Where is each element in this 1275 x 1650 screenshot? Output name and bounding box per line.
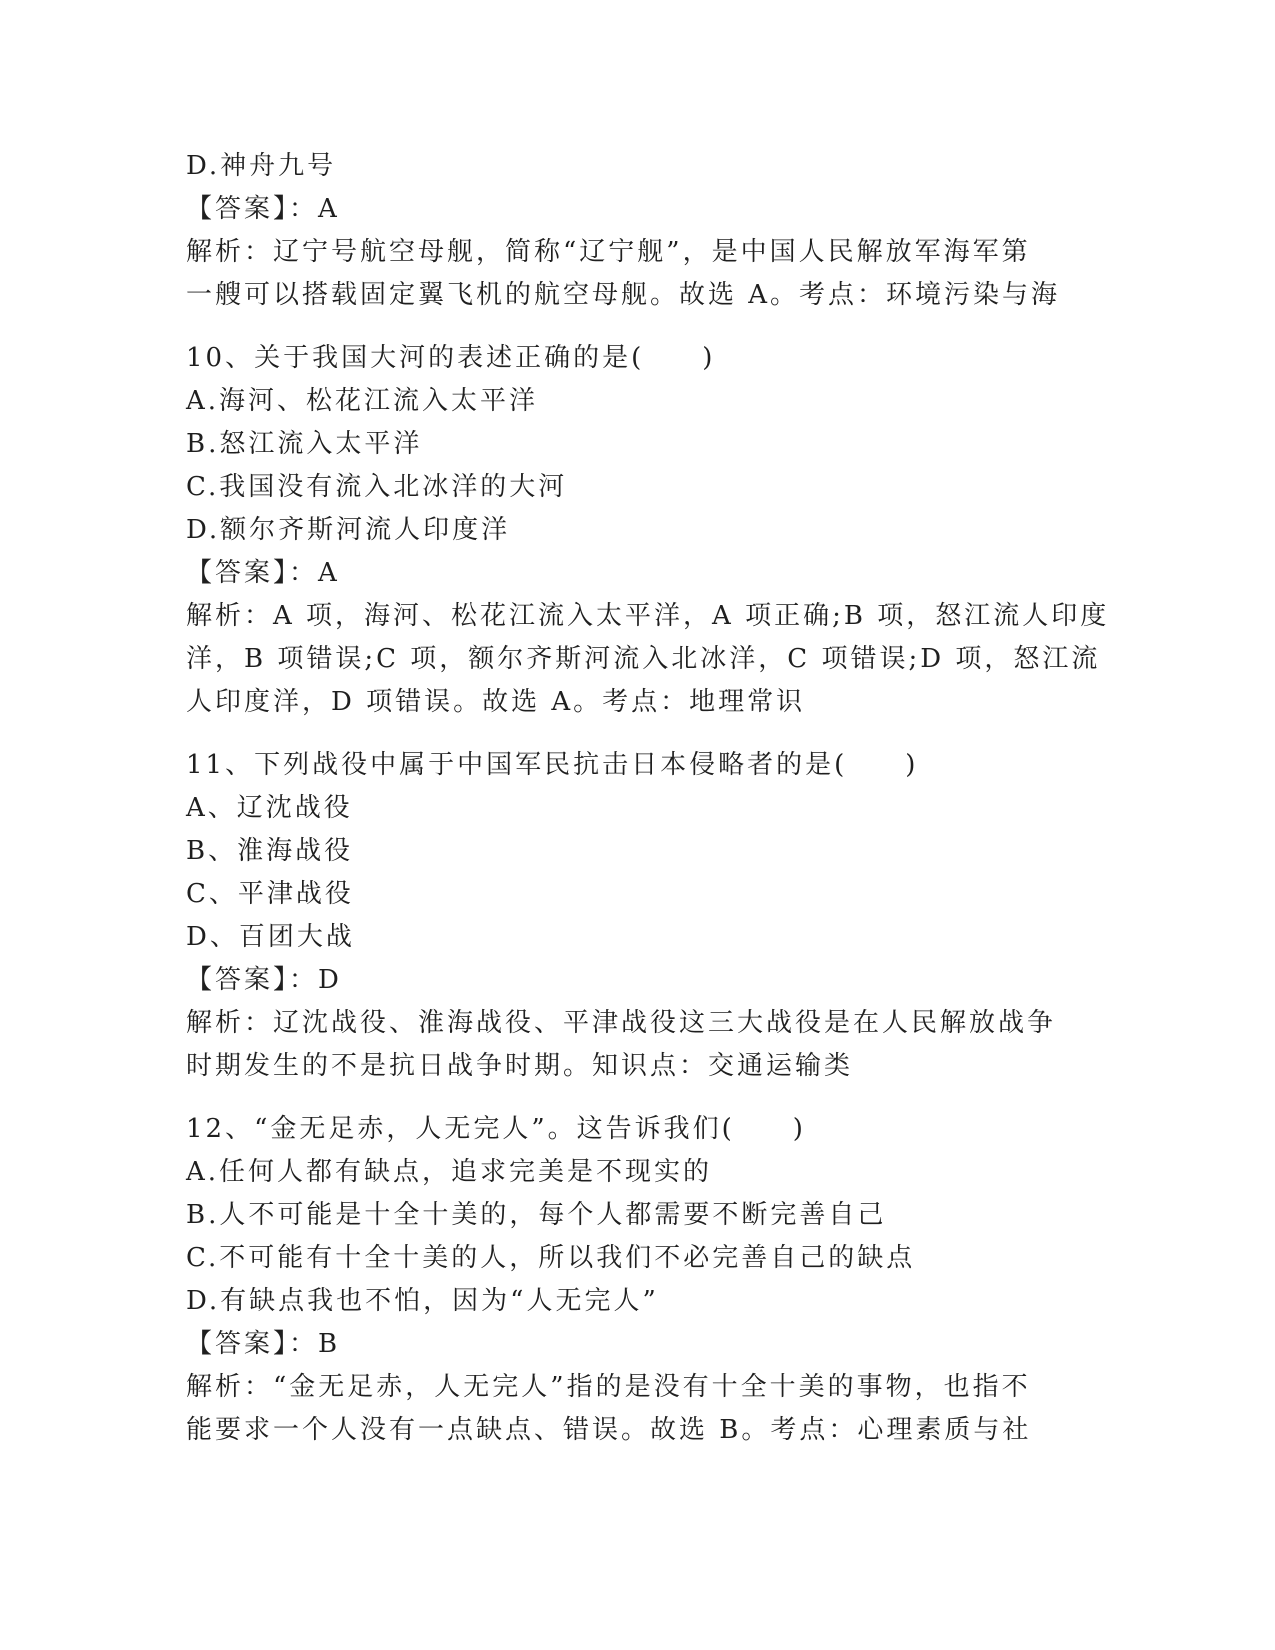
option-d: D、百团大战 xyxy=(186,922,355,952)
option-b: B.怒江流入太平洋 xyxy=(186,429,423,459)
document-page xyxy=(186,145,1110,1452)
analysis-line: 解析：辽沈战役、淮海战役、平津战役这三大战役是在人民解放战争 xyxy=(186,1008,1057,1038)
option-d: D.神舟九号 xyxy=(186,151,337,181)
question-text: 10、关于我国大河的表述正确的是( ) xyxy=(186,343,716,373)
answer-line: 【答案】：B xyxy=(186,1329,341,1359)
analysis-line: 时期发生的不是抗日战争时期。知识点：交通运输类 xyxy=(186,1051,854,1081)
analysis-line: 解析：A 项，海河、松花江流入太平洋，A 项正确;B 项，怒江流人印度 xyxy=(186,601,1110,631)
analysis-line: 解析：辽宁号航空母舰，简称“辽宁舰”，是中国人民解放军海军第 xyxy=(186,237,1031,267)
option-c: C.不可能有十全十美的人，所以我们不必完善自己的缺点 xyxy=(186,1243,916,1273)
question-text: 11、下列战役中属于中国军民抗击日本侵略者的是( ) xyxy=(186,750,919,780)
analysis-line: 洋，B 项错误;C 项，额尔齐斯河流入北冰洋，C 项错误;D 项，怒江流 xyxy=(186,644,1101,674)
analysis-line: 解析：“金无足赤，人无完人”指的是没有十全十美的事物，也指不 xyxy=(186,1372,1031,1402)
analysis-line: 人印度洋，D 项错误。故选 A。考点：地理常识 xyxy=(186,687,806,717)
option-c: C.我国没有流入北冰洋的大河 xyxy=(186,472,568,502)
answer-line: 【答案】：A xyxy=(186,558,340,588)
question-10 xyxy=(186,337,1110,724)
question-12 xyxy=(186,1108,1086,1452)
question-text: 12、“金无足赤，人无完人”。这告诉我们( ) xyxy=(186,1114,806,1144)
answer-line: 【答案】：A xyxy=(186,194,340,224)
option-d: D.额尔齐斯河流人印度洋 xyxy=(186,515,511,545)
question-9-tail xyxy=(186,145,1086,317)
option-d: D.有缺点我也不怕，因为“人无完人” xyxy=(186,1286,659,1316)
analysis-line: 一艘可以搭载固定翼飞机的航空母舰。故选 A。考点：环境污染与海 xyxy=(186,280,1061,310)
option-a: A.海河、松花江流入太平洋 xyxy=(186,386,539,416)
question-11 xyxy=(186,744,1086,1088)
option-a: A.任何人都有缺点，追求完美是不现实的 xyxy=(186,1157,713,1187)
analysis-line: 能要求一个人没有一点缺点、错误。故选 B。考点：心理素质与社 xyxy=(186,1415,1032,1445)
option-b: B.人不可能是十全十美的，每个人都需要不断完善自己 xyxy=(186,1200,887,1230)
option-a: A、辽沈战役 xyxy=(186,793,353,823)
option-b: B、淮海战役 xyxy=(186,836,354,866)
answer-line: 【答案】：D xyxy=(186,965,342,995)
option-c: C、平津战役 xyxy=(186,879,354,909)
